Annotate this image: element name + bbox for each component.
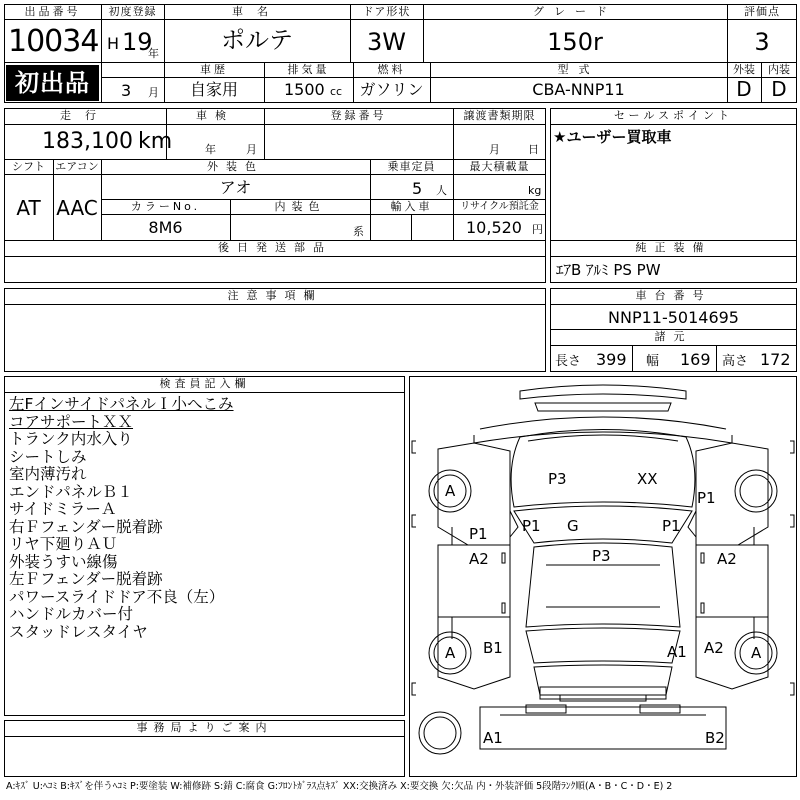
score-label: 評価点 [744,5,780,18]
displacement: 1500 [284,80,325,99]
score: 3 [754,28,770,56]
mileage-unit: km [138,129,173,154]
door-type: 3W [367,28,406,56]
note-item: サイドミラーＡ [9,500,117,518]
mark-hood-left: P3 [548,470,567,488]
note-item: 左Ｆフェンダー脱着跡 [9,570,163,588]
note-item: シートしみ [9,447,87,466]
seats-unit: 人 [436,184,447,197]
first-listing-badge: 初出品 [6,65,99,101]
sales-point: ★ユーザー買取車 [553,128,672,146]
year-unit: 年 [148,47,159,60]
mileage-label: 走行 [60,109,110,122]
car-name: ポルテ [221,26,293,54]
inspection-year-unit: 年 [205,143,216,156]
color-no: 8M6 [148,218,183,237]
height: 172 [760,350,791,369]
displacement-unit: cc [330,85,343,98]
office-label: 事務局よりご案内 [136,721,273,734]
displacement-label: 排気量 [287,63,330,76]
mileage: 183,100 [42,129,133,154]
note-item: ハンドルカバー付 [9,605,134,623]
mark-front-right-fender: P1 [697,489,716,507]
import-label: 輸入車 [390,200,433,213]
mark-left-door: P1 [469,525,488,543]
width-label: 幅 [646,354,660,369]
mark-left-rear: A2 [469,550,489,568]
interior-label: 内装 [768,63,790,76]
dimensions-label: 諸元 [654,330,693,343]
note-item: 室内薄汚れ [9,465,87,483]
mark-right-rear-quarter-2: A2 [704,639,724,657]
grade-label: グレード [533,5,617,18]
history: 自家用 [189,80,238,99]
inspector-label: 検査員記入欄 [159,377,250,390]
era: H [107,34,120,53]
mark-tire-rl: A [445,644,456,662]
month-unit: 月 [148,86,159,99]
note-item: スタッドレスタイヤ [9,622,148,641]
lot-number: 10034 [8,24,99,59]
color: アオ [219,178,252,197]
note-item: トランク内水入り [9,430,133,448]
first-reg-label: 初度登録 [108,5,157,18]
note-item: 外装うすい線傷 [9,552,118,571]
legend: A:ｷｽﾞ U:ﾍｺﾐ B:ｷｽﾞを伴うﾍｺﾐ P:要塗装 W:補修跡 S:錆 C:腐食 G:ﾌﾛﾝﾄｶﾞﾗｽ点ｷｽﾞ XX:交換済み X:要交換 欠:欠品 内・外装評価 5段階ﾗﾝｸ順(A・B・C・D・E) 2 [6,781,673,792]
fuel-label: 燃料 [377,63,406,76]
transfer-day-unit: 日 [528,143,539,156]
note-item: 左FインサイドパネルＩ小へこみ [9,395,234,413]
length: 399 [596,350,627,369]
door-label: ドア形状 [362,5,411,18]
shift: AT [16,196,41,220]
equipment-label: 純正装備 [635,241,712,254]
mark-windshield: G [567,517,579,535]
grade: 150r [547,28,603,56]
mark-pillar-right: P1 [662,517,681,535]
note-item: リヤ下廻りＡＵ [9,535,118,553]
shift-label: シフト [12,160,45,173]
transfer-label: 譲渡書類期限 [463,109,536,122]
mark-roof: P3 [592,547,611,565]
mark-left-rear-quarter: B1 [483,639,503,657]
history-label: 車歴 [200,63,228,76]
reg-month: 3 [121,81,132,100]
mark-tire-rr: A [751,644,762,662]
height-label: 高さ [722,354,749,369]
note-item: パワースライドドア不良（左） [9,587,225,606]
sales-point-label: セールスポイント [613,109,733,122]
car-diagram [409,376,797,777]
inspector-notes [9,396,399,641]
later-parts-label: 後日発送部品 [218,241,332,254]
exterior-grade: D [736,77,752,101]
model-label: 型式 [557,63,600,76]
seats: 5 [412,179,423,198]
seats-label: 乗車定員 [387,160,436,173]
lot-number-label: 出品番号 [24,5,81,18]
length-label: 長さ [555,354,582,369]
mark-rear-right: B2 [705,729,725,747]
color-no-label: カラーNo. [130,200,201,213]
note-item: エンドパネルＢ１ [9,482,133,501]
inspection-label: 車検 [196,109,234,122]
mark-hood-right: XX [637,470,658,488]
notes-label: 注意事項欄 [227,289,323,302]
mark-pillar-left: P1 [522,517,541,535]
width: 169 [680,350,711,369]
mark-right-rear: A2 [717,550,737,568]
inspection-month-unit: 月 [246,143,257,156]
reg-year: 19 [122,28,153,56]
mark-right-rear-quarter-1: A1 [667,643,687,661]
interior-grade: D [771,77,787,101]
note-item: コアサポートＸＸ [9,412,134,431]
reg-number-label: 登録番号 [330,109,387,122]
recycle-label: リサイクル預託金 [460,201,539,212]
interior-color-label: 内装色 [274,200,326,213]
ac: AAC [56,196,98,220]
max-load-unit: kg [528,184,542,197]
chassis-label: 車台番号 [635,289,712,302]
note-item: 右Ｆフェンダー脱着跡 [9,517,163,536]
mark-tire-fl: A [445,482,456,500]
color-label: 外装色 [207,160,264,173]
chassis-number: NNP11-5014695 [608,308,739,327]
equipment: ｴｱB ｱﾙﾐ PS PW [556,261,661,279]
car-name-label: 車名 [232,5,282,18]
ac-label: エアコン [55,160,99,173]
fuel: ガソリン [359,80,424,99]
recycle-unit: 円 [532,223,543,236]
recycle-fee: 10,520 [466,218,522,237]
interior-color-unit: 系 [353,225,364,238]
model: CBA-NNP11 [532,80,625,99]
transfer-month-unit: 月 [489,143,500,156]
max-load-label: 最大積載量 [469,160,530,173]
mark-rear-left: A1 [483,729,503,747]
exterior-label: 外装 [733,63,755,76]
